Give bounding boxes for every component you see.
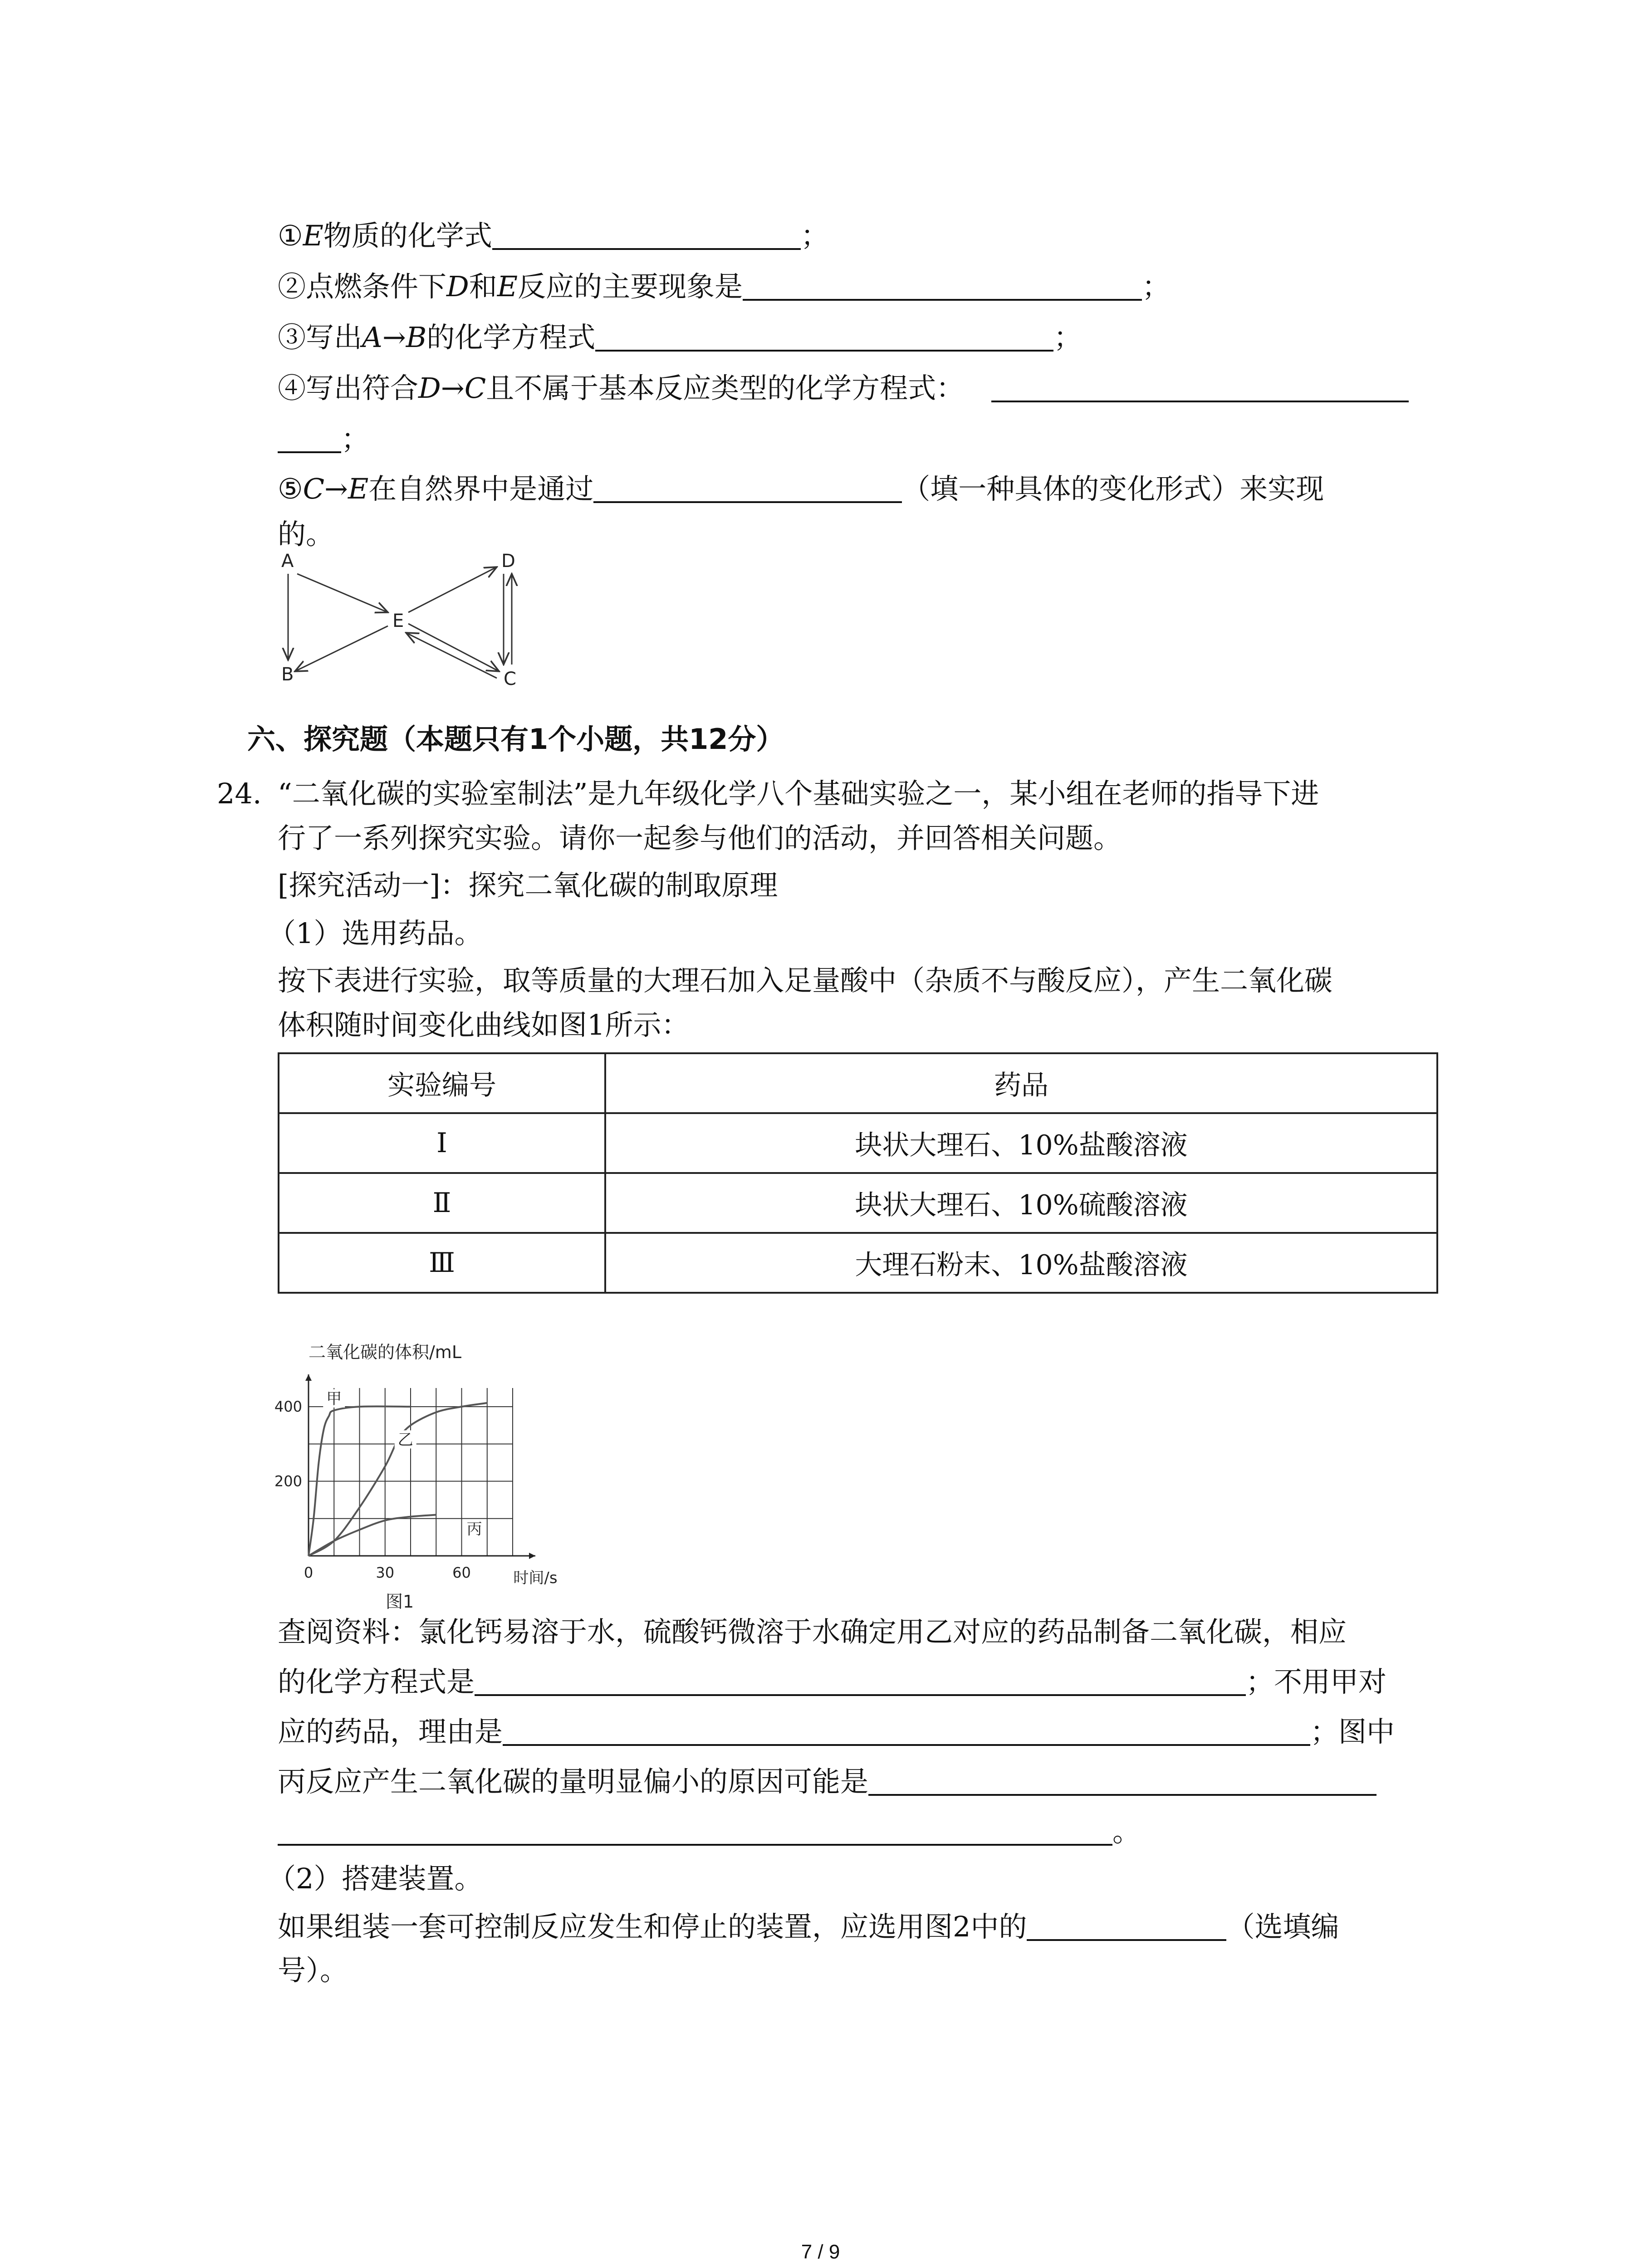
series-label: 丙 <box>466 1520 482 1539</box>
section-title: 六、探究题（本题只有1个小题，共12分） <box>247 723 784 756</box>
arrow-e-c <box>408 624 499 671</box>
y-tick-label: 400 <box>274 1398 302 1416</box>
series-label: 乙 <box>397 1431 413 1449</box>
answer-blank[interactable] <box>278 423 341 453</box>
x-tick-label: 0 <box>304 1564 314 1581</box>
table-header-row <box>279 1053 1437 1113</box>
x-axis-label: 时间/s <box>513 1569 558 1587</box>
q24-desc1: 按下表进行实验，取等质量的大理石加入足量酸中（杂质不与酸反应），产生二氧化碳 <box>278 964 1333 997</box>
table-cell: Ⅱ <box>279 1173 605 1233</box>
arrow-e-b <box>295 626 388 671</box>
arrow-a-e <box>297 574 388 612</box>
q24-intro-line1: “二氧化碳的实验室制法”是九年级化学八个基础实验之一，某小组在老师的指导下进 <box>278 777 1319 810</box>
q23-sub4-cont: ； <box>278 421 369 457</box>
q24-ref-line1: 查阅资料：氯化钙易溶于水，硫酸钙微溶于水确定用乙对应的药品制备二氧化碳，相应 <box>278 1615 1347 1648</box>
relationship-diagram <box>263 549 544 699</box>
q24-ref-line5: 。 <box>278 1813 1141 1850</box>
medicine-table <box>278 1052 1438 1294</box>
node-a: A <box>281 551 294 572</box>
series-line-3 <box>309 1515 436 1556</box>
table-row <box>279 1113 1437 1173</box>
table-cell: 块状大理石、10%盐酸溶液 <box>605 1113 1437 1173</box>
q24-ref-line2: 的化学方程式是 ；不用甲对 <box>278 1665 1387 1698</box>
x-tick-label: 30 <box>376 1564 395 1581</box>
q23-sub5-cont: 的。 <box>278 518 334 551</box>
q24-activity1: [探究活动一]：探究二氧化碳的制取原理 <box>278 869 778 902</box>
answer-blank[interactable] <box>743 271 1142 301</box>
q23-sub2: ②点燃条件下D和E反应的主要现象是 ； <box>278 270 1171 303</box>
series-label: 甲 <box>326 1389 342 1408</box>
table-cell: 大理石粉末、10%盐酸溶液 <box>605 1233 1437 1293</box>
y-tick-label: 200 <box>274 1472 302 1490</box>
answer-blank[interactable] <box>991 372 1409 402</box>
q23-sub5: ⑤C→E在自然界中是通过 （填一种具体的变化形式）来实现 <box>278 472 1324 505</box>
table-header: 药品 <box>605 1053 1437 1113</box>
answer-blank[interactable] <box>475 1666 1246 1696</box>
q24-part1: （1）选用药品。 <box>268 917 483 950</box>
table-row <box>279 1173 1437 1233</box>
q23-sub4: ④写出符合D→C且不属于基本反应类型的化学方程式： <box>278 370 1409 406</box>
answer-blank[interactable] <box>278 1816 1112 1846</box>
chart-ylabel: 二氧化碳的体积/mL <box>309 1342 461 1362</box>
q24-ref-line3: 应的药品，理由是 ；图中 <box>278 1715 1395 1748</box>
table-cell: Ⅰ <box>279 1113 605 1173</box>
table-header: 实验编号 <box>279 1053 605 1113</box>
y-axis-arrow <box>305 1374 312 1381</box>
chart-caption: 图1 <box>386 1592 414 1612</box>
table-cell: 块状大理石、10%硫酸溶液 <box>605 1173 1437 1233</box>
q24-number: 24. <box>217 777 262 810</box>
page-number: 7 / 9 <box>801 2241 840 2263</box>
answer-blank[interactable] <box>595 322 1053 352</box>
arrow-c-e <box>406 633 497 678</box>
table-cell: Ⅲ <box>279 1233 605 1293</box>
node-d: D <box>501 551 515 572</box>
q24-part2: （2）搭建装置。 <box>268 1862 483 1895</box>
arrow-e-d <box>408 567 497 612</box>
answer-blank[interactable] <box>868 1766 1376 1796</box>
node-e: E <box>392 611 404 631</box>
x-axis-arrow <box>529 1553 535 1559</box>
x-tick-label: 60 <box>452 1564 471 1581</box>
series-line-2 <box>309 1403 487 1556</box>
q24-desc2: 体积随时间变化曲线如图1所示： <box>278 1008 690 1041</box>
co2-volume-chart <box>268 1370 585 1606</box>
answer-blank[interactable] <box>1027 1911 1226 1941</box>
q23-sub1: ①E物质的化学式 ； <box>278 219 829 252</box>
q24-device-line2: 号）。 <box>278 1954 348 1987</box>
q24-device-line1: 如果组装一套可控制反应发生和停止的装置，应选用图2中的 （选填编 <box>278 1910 1339 1943</box>
q24-ref-line4: 丙反应产生二氧化碳的量明显偏小的原因可能是 <box>278 1764 1376 1800</box>
table-row <box>279 1233 1437 1293</box>
node-b: B <box>281 664 294 685</box>
answer-blank[interactable] <box>492 220 801 250</box>
q23-sub3: ③写出A→B的化学方程式 ； <box>278 321 1082 354</box>
answer-blank[interactable] <box>503 1716 1310 1746</box>
answer-blank[interactable] <box>593 473 902 503</box>
q24-intro-line2: 行了一系列探究实验。请你一起参与他们的活动，并回答相关问题。 <box>278 821 1122 855</box>
node-c: C <box>504 669 516 689</box>
